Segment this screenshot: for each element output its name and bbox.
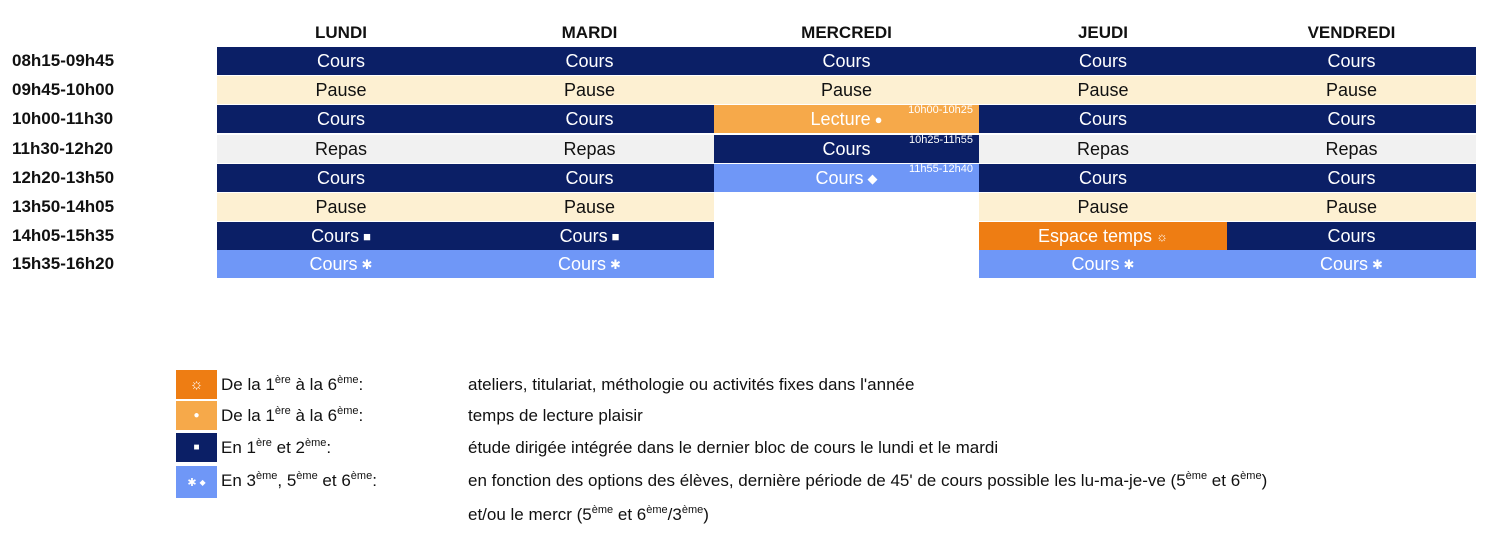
star-icon: ✱ — [361, 257, 373, 272]
time-slot-label: 11h30-12h20 — [12, 139, 114, 158]
cell-label: Cours — [559, 226, 608, 246]
schedule-cell — [979, 135, 1227, 163]
sun-icon: ☼ — [189, 376, 204, 393]
cell-label: Cours — [815, 168, 864, 188]
schedule-cell — [465, 105, 714, 133]
cell-label: Pause — [1325, 80, 1378, 100]
legend-text: et/ou le mercr (5 — [468, 505, 592, 524]
schedule-cell — [217, 250, 465, 278]
cell-label: Cours — [1078, 168, 1127, 188]
legend-description: étude dirigée intégrée dans le dernier bloc de cours le lundi et le mardi — [468, 438, 999, 457]
legend-sup: ème — [255, 470, 278, 482]
legend-sup: ème — [646, 504, 668, 516]
cell-label: Pause — [315, 197, 367, 217]
legend-swatch-etude — [176, 433, 217, 462]
schedule-cell — [1227, 164, 1476, 192]
cell-label: Pause — [1077, 197, 1129, 217]
schedule-cell — [979, 250, 1227, 278]
legend-text: ) — [1261, 471, 1268, 490]
time-slot-label: 08h15-09h45 — [12, 51, 115, 70]
sun-icon: ☼ — [1156, 229, 1168, 244]
schedule-cell — [714, 47, 979, 75]
schedule-cell — [217, 47, 465, 75]
star-icon: ✱ — [1372, 257, 1383, 272]
schedule-cell — [217, 193, 465, 221]
star-icon: ✱ — [610, 257, 621, 272]
legend-sup: ère — [255, 437, 272, 449]
legend-text: En 1 — [221, 438, 256, 457]
day-header-mardi: MARDI — [561, 23, 618, 42]
legend-text: /3 — [667, 505, 682, 524]
day-header-vendredi: VENDREDI — [1307, 23, 1396, 42]
square-icon: ■ — [611, 229, 620, 244]
schedule-cell — [979, 76, 1227, 104]
legend-text: et 6 — [317, 471, 351, 490]
cell-label: Pause — [563, 80, 616, 100]
cell-label: Repas — [1325, 139, 1378, 159]
schedule-cell — [465, 135, 714, 163]
legend-sup: ème — [350, 470, 373, 482]
legend-audience — [221, 401, 363, 430]
schedule-cell — [465, 76, 714, 104]
cell-label: Pause — [315, 80, 367, 100]
cell-label: Lecture — [810, 109, 871, 129]
legend-sup: ème — [337, 374, 359, 386]
schedule-cell-lecture — [714, 105, 979, 133]
cell-label: Pause — [820, 80, 873, 100]
legend-text: : — [372, 471, 377, 490]
legend-text: , 5 — [277, 471, 297, 490]
legend-text: et 6 — [613, 505, 647, 524]
cell-label: Cours — [565, 51, 614, 71]
schedule-cell — [1227, 222, 1476, 250]
legend-text: à la 6 — [290, 375, 338, 394]
schedule-cell — [1227, 250, 1476, 278]
schedule-cell — [1227, 76, 1476, 104]
schedule-cell — [979, 193, 1227, 221]
legend-swatch-lecture — [176, 401, 217, 430]
cell-label: Repas — [1076, 139, 1130, 159]
schedule-cell-espace-temps — [979, 222, 1227, 250]
sub-time-label: 11h55-12h40 — [908, 163, 973, 175]
star-icon: ✱ — [1123, 257, 1135, 272]
schedule-cell — [465, 222, 714, 250]
schedule-cell — [217, 222, 465, 250]
cell-label: Cours — [311, 226, 360, 246]
legend-sup: ème — [1240, 470, 1262, 482]
time-slot-label: 12h20-13h50 — [12, 168, 115, 187]
square-icon: ■ — [193, 442, 200, 453]
legend-audience — [221, 433, 331, 462]
legend-description-continued — [468, 500, 709, 529]
cell-label: Cours — [1071, 254, 1120, 274]
legend-text: De la 1 — [221, 406, 275, 425]
dot-icon: ● — [874, 112, 883, 127]
legend-text: En 3 — [221, 471, 256, 490]
cell-label: Repas — [563, 139, 616, 159]
time-slot-label: 10h00-11h30 — [12, 109, 114, 128]
cell-label: Cours — [316, 51, 365, 71]
cell-label: Pause — [563, 197, 616, 217]
legend-text: et 6 — [1207, 471, 1241, 490]
schedule-cell — [714, 135, 979, 163]
cell-label: Cours — [1327, 168, 1376, 188]
time-slot-label: 15h35-16h20 — [12, 254, 115, 273]
schedule-cell — [1227, 193, 1476, 221]
schedule-cell — [979, 105, 1227, 133]
schedule-cell — [217, 105, 465, 133]
legend-description: ateliers, titulariat, méthologie ou activités fixes dans l'année — [468, 375, 915, 394]
legend-audience — [221, 466, 377, 495]
schedule-cell — [714, 164, 979, 192]
legend-description: temps de lecture plaisir — [468, 406, 643, 425]
cell-label: Cours — [558, 254, 607, 274]
legend-text: : — [358, 375, 364, 394]
legend-text: De la 1 — [221, 375, 275, 394]
diamond-icon: ◆ — [199, 477, 206, 487]
legend-swatch-espace-temps — [176, 370, 217, 399]
cell-label: Cours — [822, 139, 871, 159]
schedule-cell — [1227, 135, 1476, 163]
cell-label: Cours — [316, 109, 365, 129]
legend-sup: ère — [274, 374, 291, 386]
cell-label: Cours — [1327, 51, 1376, 71]
legend-text: ) — [703, 505, 709, 524]
cell-label: Espace temps — [1038, 226, 1153, 246]
cell-label: Pause — [1077, 80, 1129, 100]
time-slot-label: 09h45-10h00 — [12, 80, 115, 99]
legend-sup: ème — [296, 470, 318, 482]
legend-text: et 2 — [271, 438, 305, 457]
legend-text: : — [326, 438, 332, 457]
legend-description — [468, 466, 1267, 495]
schedule-cell — [1227, 105, 1476, 133]
cell-label: Cours — [1078, 51, 1127, 71]
cell-label: Pause — [1325, 197, 1378, 217]
schedule-cell — [465, 193, 714, 221]
legend-swatch-options — [176, 466, 217, 498]
legend-text: : — [358, 406, 364, 425]
cell-label: Cours — [1078, 109, 1127, 129]
legend-sup: ème — [591, 504, 614, 516]
legend-audience — [221, 370, 363, 399]
schedule-cell — [217, 164, 465, 192]
square-icon: ■ — [363, 229, 371, 244]
star-icon: ✱ — [187, 476, 197, 489]
schedule-cell — [465, 250, 714, 278]
cell-label: Cours — [1327, 109, 1376, 129]
time-slot-label: 14h05-15h35 — [12, 226, 115, 245]
schedule-cell — [979, 47, 1227, 75]
legend-sup: ère — [274, 405, 291, 417]
day-header-lundi: LUNDI — [315, 23, 367, 42]
legend-sup: ème — [681, 504, 704, 516]
schedule-cell — [217, 135, 465, 163]
day-header-jeudi: JEUDI — [1077, 23, 1129, 42]
day-header-mercredi: MERCREDI — [801, 23, 892, 42]
legend-text: en fonction des options des élèves, dernière période de 45' de cours possible les lu-ma-je-ve (5 — [468, 471, 1186, 490]
schedule-cell — [465, 47, 714, 75]
cell-label: Cours — [822, 51, 871, 71]
cell-label: Cours — [1320, 254, 1369, 274]
cell-label: Cours — [565, 109, 614, 129]
sub-time-label: 10h25-11h55 — [908, 134, 973, 146]
legend-sup: ème — [304, 437, 327, 449]
schedule-cell — [217, 76, 465, 104]
cell-label: Cours — [1327, 226, 1376, 246]
cell-label: Repas — [314, 139, 368, 159]
schedule-cell — [465, 164, 714, 192]
schedule-cell — [714, 76, 979, 104]
diamond-icon: ◆ — [867, 171, 878, 186]
cell-label: Cours — [316, 168, 365, 188]
dot-icon: ● — [193, 410, 200, 421]
sub-time-label: 10h00-10h25 — [908, 104, 973, 116]
cell-label: Cours — [309, 254, 358, 274]
schedule-cell — [979, 164, 1227, 192]
schedule-cell — [1227, 47, 1476, 75]
cell-label: Cours — [565, 168, 614, 188]
legend-sup: ème — [1185, 470, 1208, 482]
legend-text: à la 6 — [290, 406, 338, 425]
time-slot-label: 13h50-14h05 — [12, 197, 115, 216]
legend-sup: ème — [337, 405, 359, 417]
